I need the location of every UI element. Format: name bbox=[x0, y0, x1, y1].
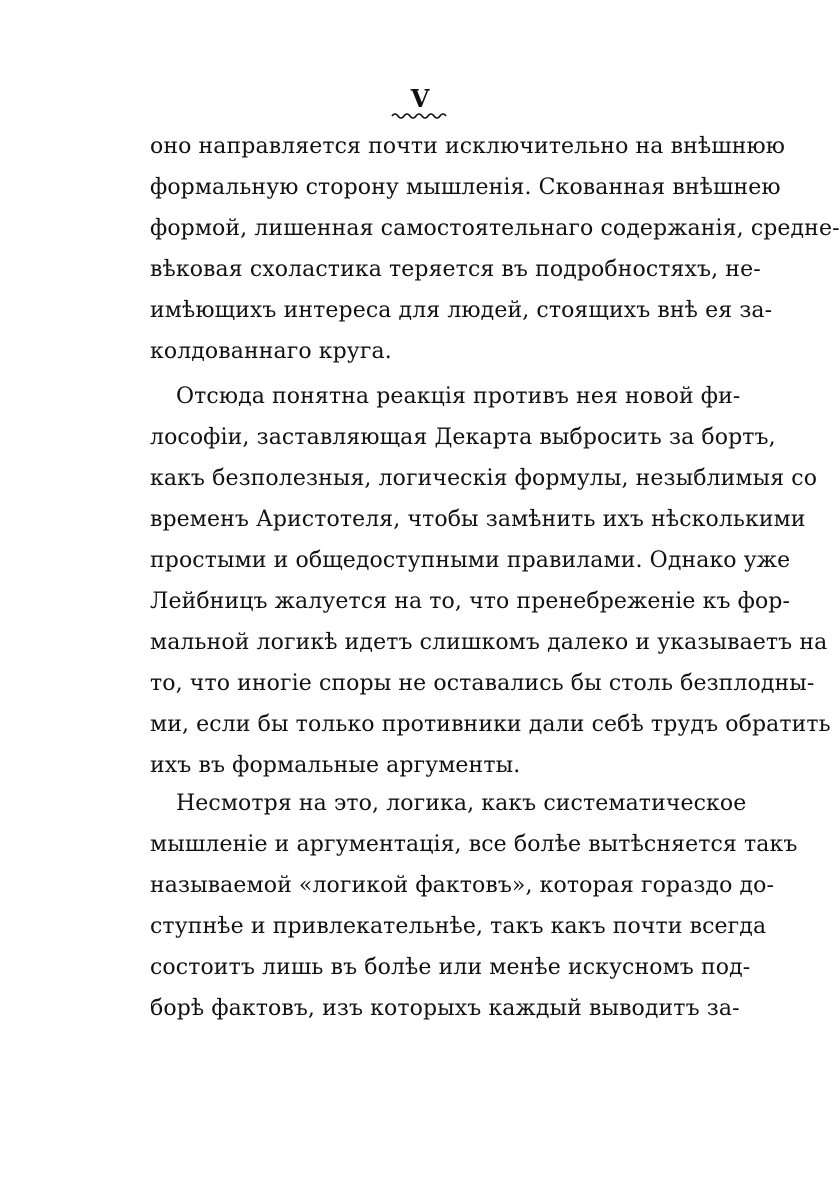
text-line: называемой «логикой фактовъ», которая гораздо до- bbox=[150, 873, 775, 898]
text-line: борѣ фактовъ, изъ которыхъ каждый выводитъ за- bbox=[150, 996, 740, 1021]
text-line: простыми и общедоступными правилами. Однако уже bbox=[150, 548, 791, 573]
paragraph-3 bbox=[150, 783, 798, 1029]
text-line: лософіи, заставляющая Декарта выбросить за бортъ, bbox=[150, 425, 776, 450]
text-line: колдованнаго круга. bbox=[150, 339, 392, 364]
text-line: состоитъ лишь въ болѣе или менѣе искусномъ под- bbox=[150, 955, 751, 980]
paragraph-2 bbox=[150, 376, 831, 786]
page-number: V bbox=[410, 84, 430, 113]
text-line: Лейбницъ жалуется на то, что пренебреженіе къ фор- bbox=[150, 589, 791, 614]
text-line: ступнѣе и привлекательнѣе, такъ какъ почти всегда bbox=[150, 914, 767, 939]
text-line: вѣковая схоластика теряется въ подробностяхъ, не- bbox=[150, 257, 761, 282]
text-line: Отсюда понятна реакція противъ нея новой фи- bbox=[176, 384, 741, 409]
text-line: формой, лишенная самостоятельнаго содержанія, средне- bbox=[150, 216, 840, 241]
text-line: формальную сторону мышленія. Скованная внѣшнею bbox=[150, 175, 781, 200]
text-line: имѣющихъ интереса для людей, стоящихъ внѣ ея за- bbox=[150, 298, 773, 323]
text-line: Несмотря на это, логика, какъ систематическое bbox=[176, 791, 747, 816]
text-line: какъ безполезныя, логическія формулы, незыблимыя со bbox=[150, 466, 818, 491]
text-line: временъ Аристотеля, чтобы замѣнить ихъ нѣсколькими bbox=[150, 507, 806, 532]
text-line: то, что иногіе споры не оставались бы столь безплодны- bbox=[150, 671, 815, 696]
text-line: мальной логикѣ идетъ слишкомъ далеко и указываетъ на bbox=[150, 630, 828, 655]
text-line: мышленіе и аргументація, все болѣе вытѣсняется такъ bbox=[150, 832, 798, 857]
page-number-ornament bbox=[0, 112, 840, 122]
text-line: оно направляется почти исключительно на внѣшнюю bbox=[150, 134, 786, 159]
paragraph-1 bbox=[150, 126, 840, 372]
text-line: ихъ въ формальные аргументы. bbox=[150, 753, 521, 778]
text-line: ми, если бы только противники дали себѣ трудъ обратить bbox=[150, 712, 831, 737]
